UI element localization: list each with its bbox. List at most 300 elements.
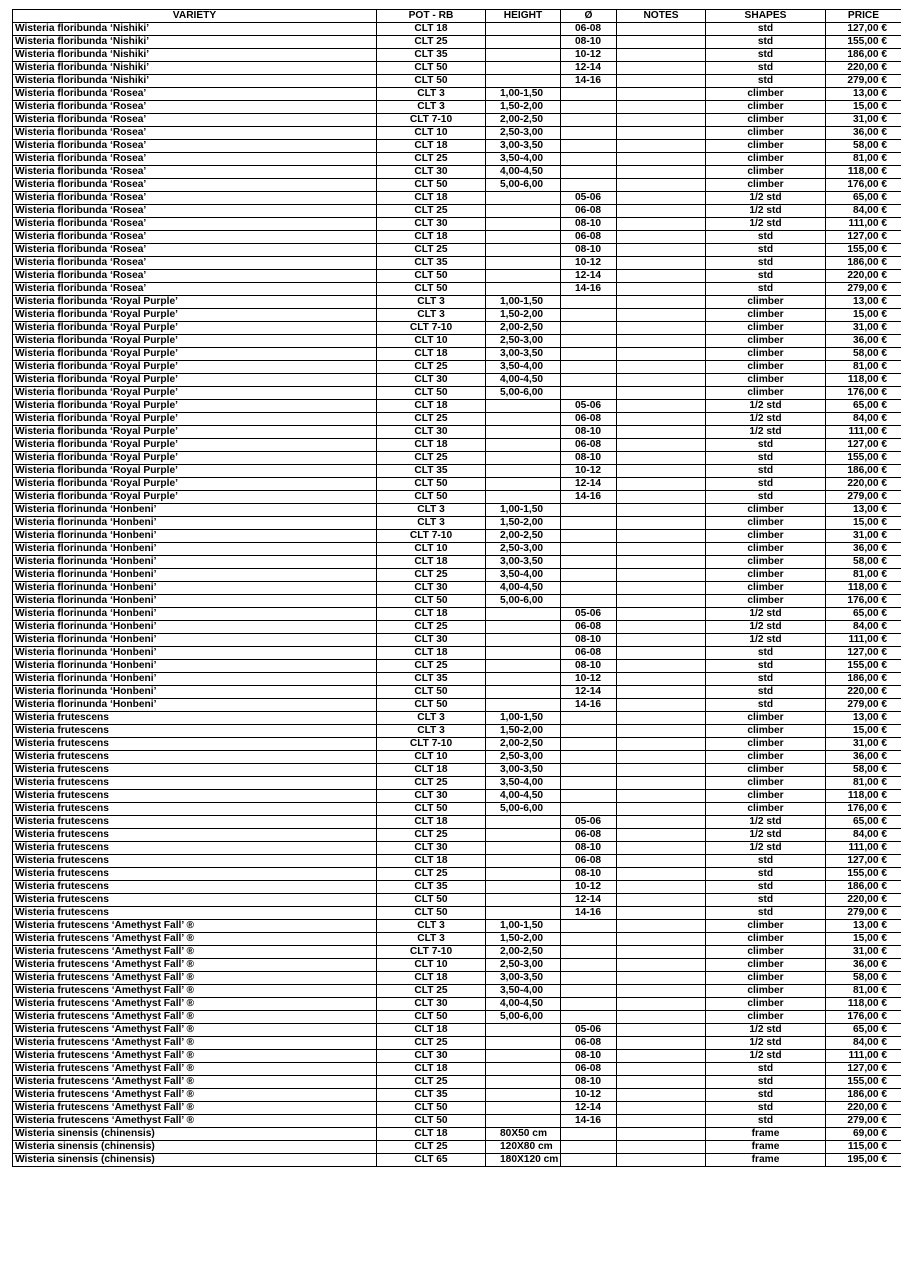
cell-diameter: 12-14: [561, 894, 617, 907]
cell-notes: [617, 283, 706, 296]
cell-price: 118,00 €: [826, 582, 901, 595]
cell-height: [486, 439, 561, 452]
cell-shapes: 1/2 std: [706, 1050, 826, 1063]
cell-height: 2,50-3,00: [486, 335, 561, 348]
cell-price: 111,00 €: [826, 634, 901, 647]
cell-price: 65,00 €: [826, 400, 901, 413]
cell-price: 81,00 €: [826, 153, 901, 166]
cell-variety: Wisteria florinunda ‘Honbeni’: [13, 660, 377, 673]
price-list-table: [12, 9, 901, 1167]
cell-diameter: 06-08: [561, 439, 617, 452]
cell-price: 176,00 €: [826, 179, 901, 192]
cell-price: 176,00 €: [826, 387, 901, 400]
cell-height: [486, 231, 561, 244]
cell-pot: CLT 18: [377, 647, 486, 660]
cell-notes: [617, 972, 706, 985]
cell-pot: CLT 25: [377, 868, 486, 881]
cell-price: 15,00 €: [826, 725, 901, 738]
cell-shapes: 1/2 std: [706, 621, 826, 634]
cell-variety: Wisteria floribunda ‘Royal Purple’: [13, 465, 377, 478]
table-row: [13, 608, 901, 621]
cell-diameter: 14-16: [561, 699, 617, 712]
table-row: [13, 868, 901, 881]
cell-notes: [617, 660, 706, 673]
table-row: [13, 36, 901, 49]
cell-height: 3,50-4,00: [486, 569, 561, 582]
cell-height: [486, 1076, 561, 1089]
cell-diameter: 10-12: [561, 881, 617, 894]
cell-height: [486, 699, 561, 712]
cell-notes: [617, 634, 706, 647]
table-row: [13, 1050, 901, 1063]
cell-diameter: [561, 517, 617, 530]
table-row: [13, 387, 901, 400]
cell-diameter: [561, 166, 617, 179]
cell-variety: Wisteria floribunda ‘Royal Purple’: [13, 478, 377, 491]
cell-pot: CLT 25: [377, 1141, 486, 1154]
cell-diameter: [561, 569, 617, 582]
cell-diameter: 08-10: [561, 244, 617, 257]
header-variety: VARIETY: [13, 10, 377, 23]
cell-pot: CLT 18: [377, 1063, 486, 1076]
cell-notes: [617, 803, 706, 816]
cell-notes: [617, 1115, 706, 1128]
cell-notes: [617, 192, 706, 205]
cell-price: 81,00 €: [826, 361, 901, 374]
cell-height: [486, 465, 561, 478]
cell-pot: CLT 65: [377, 1154, 486, 1167]
cell-pot: CLT 25: [377, 36, 486, 49]
cell-height: 2,50-3,00: [486, 127, 561, 140]
cell-price: 13,00 €: [826, 504, 901, 517]
cell-pot: CLT 18: [377, 23, 486, 36]
cell-diameter: 12-14: [561, 1102, 617, 1115]
cell-notes: [617, 1102, 706, 1115]
cell-variety: Wisteria frutescens ‘Amethyst Fall’ ®: [13, 1102, 377, 1115]
cell-pot: CLT 3: [377, 504, 486, 517]
cell-notes: [617, 842, 706, 855]
cell-shapes: std: [706, 62, 826, 75]
cell-variety: Wisteria frutescens ‘Amethyst Fall’ ®: [13, 1089, 377, 1102]
cell-height: [486, 283, 561, 296]
cell-shapes: climber: [706, 712, 826, 725]
cell-variety: Wisteria frutescens ‘Amethyst Fall’ ®: [13, 1115, 377, 1128]
cell-price: 15,00 €: [826, 101, 901, 114]
cell-variety: Wisteria floribunda ‘Royal Purple’: [13, 335, 377, 348]
cell-shapes: climber: [706, 803, 826, 816]
cell-shapes: climber: [706, 166, 826, 179]
cell-variety: Wisteria frutescens: [13, 829, 377, 842]
cell-diameter: 10-12: [561, 257, 617, 270]
cell-notes: [617, 816, 706, 829]
cell-diameter: 14-16: [561, 491, 617, 504]
cell-height: [486, 1089, 561, 1102]
cell-height: 5,00-6,00: [486, 179, 561, 192]
cell-pot: CLT 18: [377, 231, 486, 244]
table-row: [13, 829, 901, 842]
cell-diameter: 08-10: [561, 1050, 617, 1063]
cell-price: 15,00 €: [826, 933, 901, 946]
cell-height: 3,50-4,00: [486, 361, 561, 374]
table-row: [13, 582, 901, 595]
cell-price: 118,00 €: [826, 790, 901, 803]
cell-variety: Wisteria frutescens ‘Amethyst Fall’ ®: [13, 1076, 377, 1089]
cell-diameter: [561, 530, 617, 543]
cell-notes: [617, 764, 706, 777]
cell-variety: Wisteria florinunda ‘Honbeni’: [13, 582, 377, 595]
table-row: [13, 1011, 901, 1024]
cell-diameter: [561, 101, 617, 114]
cell-price: 220,00 €: [826, 270, 901, 283]
cell-diameter: [561, 595, 617, 608]
cell-notes: [617, 88, 706, 101]
cell-diameter: [561, 335, 617, 348]
cell-price: 81,00 €: [826, 569, 901, 582]
cell-notes: [617, 335, 706, 348]
cell-height: [486, 621, 561, 634]
cell-pot: CLT 18: [377, 439, 486, 452]
cell-pot: CLT 25: [377, 452, 486, 465]
cell-notes: [617, 582, 706, 595]
cell-height: 1,00-1,50: [486, 504, 561, 517]
cell-notes: [617, 361, 706, 374]
cell-diameter: 08-10: [561, 842, 617, 855]
cell-pot: CLT 10: [377, 335, 486, 348]
cell-diameter: 05-06: [561, 816, 617, 829]
cell-shapes: climber: [706, 582, 826, 595]
cell-shapes: 1/2 std: [706, 634, 826, 647]
cell-price: 31,00 €: [826, 530, 901, 543]
cell-height: [486, 205, 561, 218]
cell-pot: CLT 3: [377, 296, 486, 309]
cell-shapes: std: [706, 439, 826, 452]
cell-pot: CLT 35: [377, 1089, 486, 1102]
cell-price: 155,00 €: [826, 36, 901, 49]
cell-notes: [617, 647, 706, 660]
cell-shapes: frame: [706, 1141, 826, 1154]
table-body: [13, 23, 901, 1167]
cell-price: 279,00 €: [826, 75, 901, 88]
cell-variety: Wisteria floribunda ‘Nishiki’: [13, 36, 377, 49]
cell-price: 127,00 €: [826, 439, 901, 452]
cell-price: 220,00 €: [826, 478, 901, 491]
cell-height: 2,50-3,00: [486, 959, 561, 972]
cell-pot: CLT 25: [377, 413, 486, 426]
cell-diameter: 10-12: [561, 1089, 617, 1102]
cell-variety: Wisteria frutescens: [13, 751, 377, 764]
cell-notes: [617, 348, 706, 361]
cell-diameter: [561, 348, 617, 361]
cell-pot: CLT 3: [377, 88, 486, 101]
table-row: [13, 335, 901, 348]
cell-height: [486, 660, 561, 673]
cell-price: 186,00 €: [826, 257, 901, 270]
cell-height: [486, 1102, 561, 1115]
cell-variety: Wisteria floribunda ‘Rosea’: [13, 192, 377, 205]
cell-shapes: std: [706, 1102, 826, 1115]
cell-variety: Wisteria floribunda ‘Rosea’: [13, 283, 377, 296]
cell-shapes: frame: [706, 1154, 826, 1167]
cell-diameter: 14-16: [561, 1115, 617, 1128]
cell-variety: Wisteria floribunda ‘Royal Purple’: [13, 439, 377, 452]
cell-notes: [617, 608, 706, 621]
cell-shapes: std: [706, 270, 826, 283]
cell-height: [486, 608, 561, 621]
cell-notes: [617, 751, 706, 764]
cell-notes: [617, 907, 706, 920]
cell-variety: Wisteria frutescens: [13, 764, 377, 777]
cell-shapes: std: [706, 283, 826, 296]
table-row: [13, 686, 901, 699]
cell-variety: Wisteria florinunda ‘Honbeni’: [13, 504, 377, 517]
cell-shapes: std: [706, 673, 826, 686]
cell-shapes: 1/2 std: [706, 413, 826, 426]
table-row: [13, 920, 901, 933]
cell-shapes: std: [706, 1076, 826, 1089]
cell-pot: CLT 3: [377, 309, 486, 322]
cell-shapes: climber: [706, 322, 826, 335]
cell-pot: CLT 3: [377, 712, 486, 725]
cell-diameter: 14-16: [561, 283, 617, 296]
table-row: [13, 426, 901, 439]
table-row: [13, 1076, 901, 1089]
table-row: [13, 23, 901, 36]
cell-price: 279,00 €: [826, 283, 901, 296]
cell-variety: Wisteria frutescens ‘Amethyst Fall’ ®: [13, 998, 377, 1011]
cell-shapes: 1/2 std: [706, 192, 826, 205]
cell-price: 127,00 €: [826, 231, 901, 244]
cell-shapes: std: [706, 660, 826, 673]
cell-pot: CLT 30: [377, 582, 486, 595]
cell-diameter: [561, 153, 617, 166]
cell-variety: Wisteria floribunda ‘Royal Purple’: [13, 296, 377, 309]
cell-price: 31,00 €: [826, 946, 901, 959]
cell-pot: CLT 50: [377, 179, 486, 192]
cell-shapes: climber: [706, 361, 826, 374]
cell-height: [486, 426, 561, 439]
table-row: [13, 1089, 901, 1102]
cell-shapes: climber: [706, 296, 826, 309]
cell-shapes: std: [706, 75, 826, 88]
cell-price: 115,00 €: [826, 1141, 901, 1154]
cell-notes: [617, 426, 706, 439]
cell-price: 155,00 €: [826, 244, 901, 257]
cell-pot: CLT 3: [377, 101, 486, 114]
cell-notes: [617, 478, 706, 491]
table-row: [13, 1063, 901, 1076]
cell-price: 36,00 €: [826, 127, 901, 140]
cell-height: [486, 894, 561, 907]
cell-shapes: std: [706, 1089, 826, 1102]
cell-notes: [617, 699, 706, 712]
cell-pot: CLT 18: [377, 608, 486, 621]
cell-diameter: 06-08: [561, 829, 617, 842]
cell-height: [486, 686, 561, 699]
cell-diameter: 08-10: [561, 426, 617, 439]
cell-height: [486, 257, 561, 270]
cell-pot: CLT 10: [377, 751, 486, 764]
cell-pot: CLT 7-10: [377, 114, 486, 127]
table-row: [13, 881, 901, 894]
cell-height: [486, 218, 561, 231]
cell-shapes: std: [706, 647, 826, 660]
cell-notes: [617, 231, 706, 244]
cell-pot: CLT 50: [377, 75, 486, 88]
cell-notes: [617, 790, 706, 803]
cell-height: 2,00-2,50: [486, 322, 561, 335]
cell-height: 2,00-2,50: [486, 946, 561, 959]
cell-pot: CLT 35: [377, 881, 486, 894]
cell-shapes: std: [706, 894, 826, 907]
cell-notes: [617, 1011, 706, 1024]
table-row: [13, 699, 901, 712]
table-row: [13, 634, 901, 647]
cell-shapes: climber: [706, 764, 826, 777]
cell-price: 155,00 €: [826, 1076, 901, 1089]
cell-pot: CLT 35: [377, 465, 486, 478]
cell-notes: [617, 244, 706, 257]
cell-price: 220,00 €: [826, 686, 901, 699]
table-row: [13, 530, 901, 543]
header-price: PRICE: [826, 10, 901, 23]
cell-variety: Wisteria floribunda ‘Rosea’: [13, 140, 377, 153]
cell-height: [486, 1024, 561, 1037]
cell-height: 4,00-4,50: [486, 582, 561, 595]
cell-pot: CLT 7-10: [377, 738, 486, 751]
cell-notes: [617, 569, 706, 582]
cell-height: [486, 829, 561, 842]
cell-height: 2,00-2,50: [486, 530, 561, 543]
cell-height: 1,00-1,50: [486, 712, 561, 725]
cell-price: 58,00 €: [826, 556, 901, 569]
cell-diameter: [561, 556, 617, 569]
cell-price: 58,00 €: [826, 348, 901, 361]
cell-notes: [617, 829, 706, 842]
table-row: [13, 88, 901, 101]
cell-height: 80X50 cm: [486, 1128, 561, 1141]
cell-shapes: climber: [706, 179, 826, 192]
cell-price: 118,00 €: [826, 374, 901, 387]
cell-pot: CLT 18: [377, 556, 486, 569]
table-row: [13, 478, 901, 491]
cell-variety: Wisteria frutescens ‘Amethyst Fall’ ®: [13, 985, 377, 998]
cell-shapes: 1/2 std: [706, 1037, 826, 1050]
cell-height: [486, 192, 561, 205]
cell-variety: Wisteria frutescens: [13, 777, 377, 790]
cell-height: [486, 842, 561, 855]
cell-variety: Wisteria floribunda ‘Rosea’: [13, 88, 377, 101]
table-row: [13, 946, 901, 959]
cell-height: 1,00-1,50: [486, 920, 561, 933]
cell-price: 36,00 €: [826, 959, 901, 972]
cell-price: 58,00 €: [826, 140, 901, 153]
table-row: [13, 1141, 901, 1154]
cell-price: 84,00 €: [826, 621, 901, 634]
cell-price: 65,00 €: [826, 192, 901, 205]
cell-price: 127,00 €: [826, 855, 901, 868]
cell-notes: [617, 400, 706, 413]
cell-variety: Wisteria florinunda ‘Honbeni’: [13, 530, 377, 543]
cell-price: 31,00 €: [826, 114, 901, 127]
cell-height: [486, 49, 561, 62]
table-row: [13, 400, 901, 413]
cell-pot: CLT 3: [377, 933, 486, 946]
table-row: [13, 1102, 901, 1115]
cell-shapes: climber: [706, 517, 826, 530]
cell-price: 15,00 €: [826, 517, 901, 530]
table-row: [13, 569, 901, 582]
cell-notes: [617, 1037, 706, 1050]
cell-diameter: 05-06: [561, 400, 617, 413]
cell-diameter: 06-08: [561, 231, 617, 244]
cell-height: 4,00-4,50: [486, 790, 561, 803]
cell-height: 3,50-4,00: [486, 777, 561, 790]
cell-diameter: [561, 140, 617, 153]
cell-notes: [617, 322, 706, 335]
cell-variety: Wisteria frutescens ‘Amethyst Fall’ ®: [13, 946, 377, 959]
cell-pot: CLT 30: [377, 166, 486, 179]
cell-height: 3,00-3,50: [486, 348, 561, 361]
cell-variety: Wisteria frutescens ‘Amethyst Fall’ ®: [13, 1063, 377, 1076]
cell-pot: CLT 25: [377, 153, 486, 166]
cell-notes: [617, 1141, 706, 1154]
cell-shapes: climber: [706, 140, 826, 153]
cell-diameter: 08-10: [561, 660, 617, 673]
cell-shapes: climber: [706, 153, 826, 166]
cell-variety: Wisteria floribunda ‘Rosea’: [13, 166, 377, 179]
cell-notes: [617, 387, 706, 400]
cell-variety: Wisteria floribunda ‘Rosea’: [13, 270, 377, 283]
cell-variety: Wisteria florinunda ‘Honbeni’: [13, 634, 377, 647]
cell-pot: CLT 30: [377, 790, 486, 803]
cell-pot: CLT 18: [377, 764, 486, 777]
cell-variety: Wisteria floribunda ‘Rosea’: [13, 153, 377, 166]
cell-shapes: std: [706, 257, 826, 270]
cell-height: 180X120 cm: [486, 1154, 561, 1167]
table-row: [13, 205, 901, 218]
table-row: [13, 153, 901, 166]
cell-notes: [617, 621, 706, 634]
cell-variety: Wisteria floribunda ‘Royal Purple’: [13, 322, 377, 335]
cell-price: 220,00 €: [826, 1102, 901, 1115]
cell-shapes: climber: [706, 569, 826, 582]
cell-variety: Wisteria frutescens: [13, 894, 377, 907]
cell-shapes: climber: [706, 777, 826, 790]
cell-shapes: climber: [706, 387, 826, 400]
cell-pot: CLT 18: [377, 400, 486, 413]
cell-height: [486, 1037, 561, 1050]
cell-shapes: climber: [706, 595, 826, 608]
table-row: [13, 842, 901, 855]
cell-diameter: [561, 920, 617, 933]
cell-variety: Wisteria sinensis (chinensis): [13, 1128, 377, 1141]
table-row: [13, 114, 901, 127]
cell-pot: CLT 25: [377, 1076, 486, 1089]
cell-notes: [617, 920, 706, 933]
table-row: [13, 101, 901, 114]
cell-pot: CLT 18: [377, 192, 486, 205]
cell-diameter: [561, 777, 617, 790]
cell-pot: CLT 18: [377, 1024, 486, 1037]
cell-price: 111,00 €: [826, 218, 901, 231]
cell-variety: Wisteria florinunda ‘Honbeni’: [13, 608, 377, 621]
cell-notes: [617, 556, 706, 569]
cell-shapes: frame: [706, 1128, 826, 1141]
cell-variety: Wisteria frutescens: [13, 790, 377, 803]
cell-variety: Wisteria frutescens ‘Amethyst Fall’ ®: [13, 1011, 377, 1024]
cell-price: 118,00 €: [826, 166, 901, 179]
cell-shapes: std: [706, 49, 826, 62]
